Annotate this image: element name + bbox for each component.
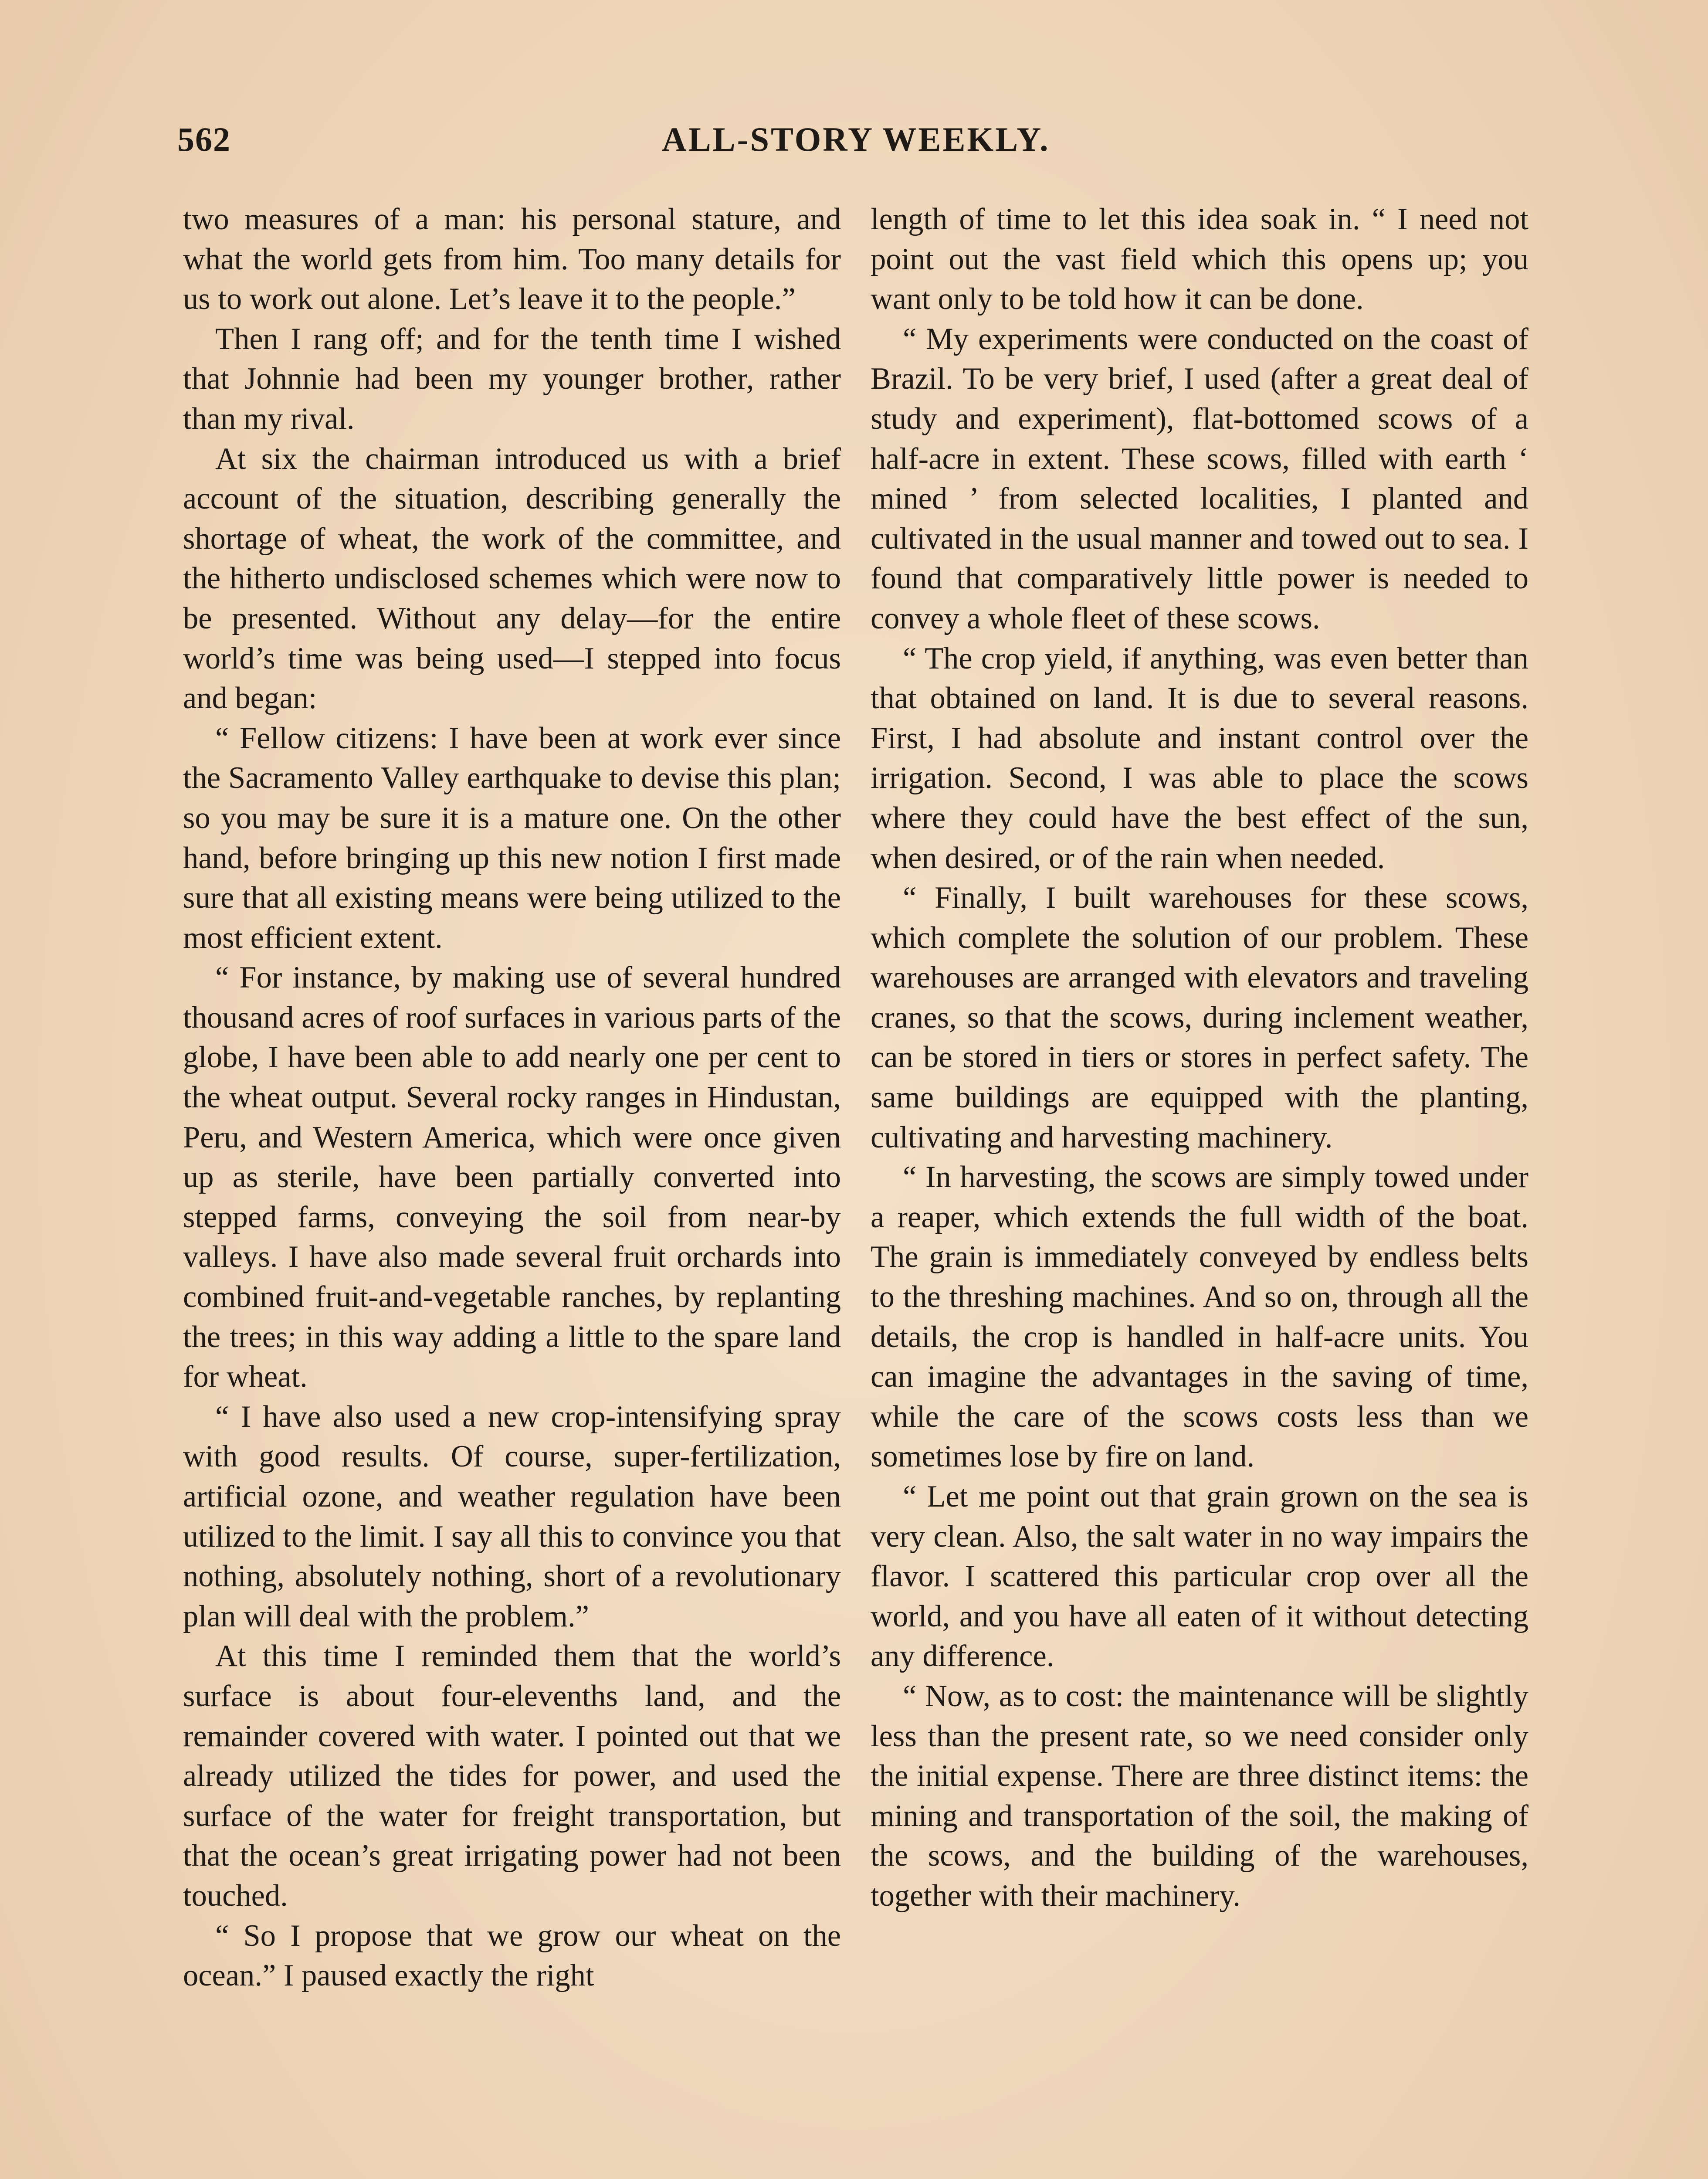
paragraph: At six the chairman introduced us with a brief account of the situation, describing generally the shortage of wheat, the work of the committee, and the hitherto undisclosed schemes which were now to be presented. Without any delay—for the entire world’s time was being used—I stepped into focus and began:: [183, 441, 841, 716]
paragraph: “ The crop yield, if anything, was even better than that obtained on land. It is due to several reasons. First, I had absolute and instant control over the irrigation. Second, I was able to place the scows where they could have the best effect of the sun, when desired, or of the rain when needed.: [871, 641, 1528, 875]
paragraph: “ Finally, I built warehouses for these scows, which complete the solution of our problem. These warehouses are arranged with elevators and traveling cranes, so that the scows, during inclement weather, can be stored in tiers or stores in perfect safety. The same buildings are equipped with the planting, cultivating and harvesting machinery.: [871, 881, 1528, 1154]
paragraph: “ Fellow citizens: I have been at work ever since the Sacramento Valley earthquake to devise this plan; so you may be sure it is a mature one. On the other hand, before bringing up this new notion I first made sure that all existing means were being utilized to the most efficient extent.: [183, 721, 841, 955]
paragraph: length of time to let this idea soak in. “ I need not point out the vast field which this opens up; you want only to be told how it can be done.: [871, 202, 1528, 316]
left-column: [183, 200, 841, 1996]
paragraph: “ Let me point out that grain grown on the sea is very clean. Also, the salt water in no way impairs the flavor. I scattered this particular crop over all the world, and you have all eaten of it without detecting any difference.: [871, 1480, 1528, 1673]
paragraph: “ I have also used a new crop-intensifying spray with good results. Of course, super-fertilization, artificial ozone, and weather regulation have been utilized to the limit. I say all this to convince you that nothing, absolutely nothing, short of a revolutionary plan will deal with the problem.”: [183, 1399, 841, 1633]
page-number: 562: [177, 120, 231, 158]
paragraph: “ My experiments were conducted on the coast of Brazil. To be very brief, I used (after a great deal of study and experiment), flat-bottomed scows of a half-acre in extent. These scows, filled with earth ‘ mined ’ from selected localities, I planted and cultivated in the usual manner and towed out to sea. I found that comparatively little power is needed to convey a whole fleet of these scows.: [871, 322, 1528, 635]
paragraph: “ So I propose that we grow our wheat on the ocean.” I paused exactly the right: [183, 1918, 841, 1993]
paragraph: At this time I reminded them that the world’s surface is about four-elevenths land, and the remainder covered with water. I pointed out that we already utilized the tides for power, and used the surface of the water for freight transportation, but that the ocean’s great irrigating power had not been touched.: [183, 1639, 841, 1913]
right-column: [871, 200, 1528, 1916]
paragraph: “ Now, as to cost: the maintenance will be slightly less than the present rate, so we need consider only the initial expense. There are three distinct items: the mining and transportation of the soil, the making of the scows, and the building of the warehouses, together with their machinery.: [871, 1679, 1528, 1913]
paragraph: “ In harvesting, the scows are simply towed under a reaper, which extends the full width of the boat. The grain is immediately conveyed by endless belts to the threshing machines. And so on, through all the details, the crop is handled in half-acre units. You can imagine the advantages in the saving of time, while the care of the scows costs less than we sometimes lose by fire on land.: [871, 1160, 1528, 1474]
page-header: [177, 120, 1535, 168]
paragraph: two measures of a man: his personal stature, and what the world gets from him. Too many details for us to work out alone. Let’s leave it to the people.”: [183, 202, 841, 316]
paragraph: Then I rang off; and for the tenth time I wished that Johnnie had been my younger brother, rather than my rival.: [183, 322, 841, 436]
paragraph: “ For instance, by making use of several hundred thousand acres of roof surfaces in various parts of the globe, I have been able to add nearly one per cent to the wheat output. Several rocky ranges in Hindustan, Peru, and Western America, which were once given up as sterile, have been partially converted into stepped farms, conveying the soil from near-by valleys. I have also made several fruit orchards into combined fruit-and-vegetable ranches, by replanting the trees; in this way adding a little to the spare land for wheat.: [183, 961, 841, 1394]
running-title: ALL-STORY WEEKLY.: [662, 120, 1050, 158]
